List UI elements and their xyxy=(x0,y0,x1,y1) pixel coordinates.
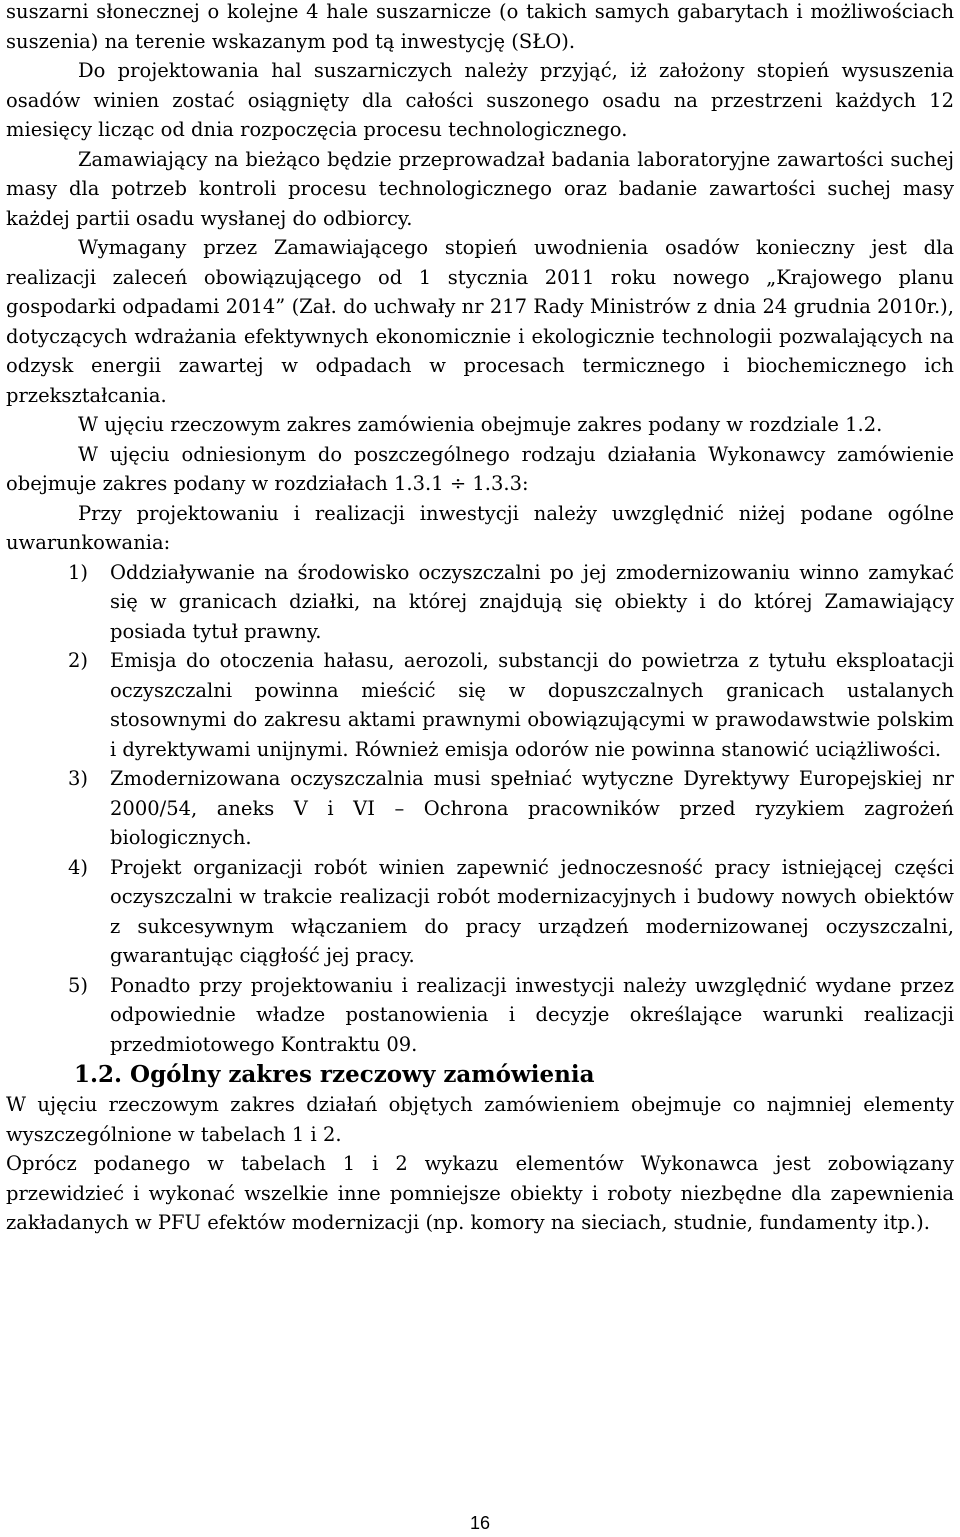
paragraph-conditions-intro: Przy projektowaniu i realizacji inwestycji należy uwzględnić niżej podane ogólne uwarunkowania: xyxy=(6,501,954,554)
list-item-text: Zmodernizowana oczyszczalnia musi spełniać wytyczne Dyrektywy Europejskiej nr 2000/54, aneks V i VI – Ochrona pracowników przed ryzykiem zagrożeń biologicznych. xyxy=(110,767,954,849)
list-item xyxy=(6,558,954,647)
paragraph-intro: suszarni słonecznej o kolejne 4 hale suszarnicze (o takich samych gabarytach i możliwościach suszenia) na terenie wskazanym pod tą inwestycję (SŁO). xyxy=(6,0,954,53)
paragraph-requirements: Wymagany przez Zamawiającego stopień uwodnienia osadów konieczny jest dla realizacji zaleceń obowiązującego od 1 stycznia 2011 roku nowego „Krajowego planu gospodarki odpadami 2014” (Zał. do uchwały nr 217 Rady Ministrów z dnia 24 grudnia 2010r.), dotyczących wdrażania efektywnych ekonomicznie i ekologicznie technologii pozwalających na odzysk energii zawartej w odpadach w procesach termicznego i biochemicznego ich przekształcania. xyxy=(6,236,954,407)
list-item xyxy=(6,646,954,764)
paragraph-scope-material: W ujęciu rzeczowym zakres zamówienia obejmuje zakres podany w rozdziale 1.2. xyxy=(78,413,883,436)
list-item xyxy=(6,971,954,1060)
list-item-number: 5) xyxy=(68,973,89,997)
document-body xyxy=(6,0,954,1238)
paragraph-scope-elements: W ujęciu rzeczowym zakres działań objętych zamówieniem obejmuje co najmniej elementy wyszczególnione w tabelach 1 i 2. xyxy=(6,1093,954,1146)
list-item-number: 3) xyxy=(68,767,89,790)
list-item-number: 1) xyxy=(68,560,89,584)
section-heading: 1.2. Ogólny zakres rzeczowy zamówienia xyxy=(74,1061,595,1088)
list-item-number: 4) xyxy=(68,855,89,879)
paragraph-scope-activity: W ujęciu odniesionym do poszczególnego rodzaju działania Wykonawcy zamówienie obejmuje zakres podany w rozdziałach 1.3.1 ÷ 1.3.3: xyxy=(6,442,954,495)
paragraph-additional-works: Oprócz podanego w tabelach 1 i 2 wykazu elementów Wykonawca jest zobowiązany przewidzieć i wykonać wszelkie inne pomniejsze obiekty i roboty niezbędne dla zapewnienia zakładanych w PFU efektów modernizacji (np. komory na sieciach, studnie, fundamenty itp.). xyxy=(6,1152,954,1234)
paragraph-lab-tests: Zamawiający na bieżąco będzie przeprowadzał badania laboratoryjne zawartości suchej masy dla potrzeb kontroli procesu technologicznego oraz badanie zawartości suchej masy każdej partii osadu wysłanej do odbiorcy. xyxy=(6,147,954,230)
list-item xyxy=(6,853,954,971)
page-number: 16 xyxy=(469,1513,491,1533)
paragraph-drying-halls: Do projektowania hal suszarniczych należy przyjąć, iż założony stopień wysuszenia osadów winien zostać osiągnięty dla całości suszonego osadu na przestrzeni każdych 12 miesięcy licząc od dnia rozpoczęcia procesu technologicznego. xyxy=(6,59,954,141)
list-item-text: Emisja do otoczenia hałasu, aerozoli, substancji do powietrza z tytułu eksploatacji oczyszczalni powinna mieścić się w dopuszczalnych granicach ustalanych stosownymi do zakresu aktami prawnymi obowiązującymi w prawodawstwie polskim i dyrektywami unijnymi. Również emisja odorów nie powinna stanowić uciążliwości. xyxy=(110,649,954,761)
list-item-number: 2) xyxy=(68,649,89,672)
list-item-text: Projekt organizacji robót winien zapewnić jednoczesność pracy istniejącej części oczyszczalni w trakcie realizacji robót modernizacyjnych i budowy nowych obiektów z sukcesywnym włączaniem do pracy urządzeń modernizowanej oczyszczalni, gwarantując ciągłość jej pracy. xyxy=(110,855,954,967)
list-item xyxy=(6,764,954,853)
conditions-list xyxy=(6,558,954,1060)
list-item-text: Oddziaływanie na środowisko oczyszczalni po jej zmodernizowaniu winno zamykać się w granicach działki, na której znajdują się obiekty i do której Zamawiający posiada tytuł prawny. xyxy=(110,560,954,643)
list-item-text: Ponadto przy projektowaniu i realizacji inwestycji należy uwzględnić wydane przez odpowiednie władze postanowienia i decyzje określające warunki realizacji przedmiotowego Kontraktu 09. xyxy=(110,973,954,1056)
